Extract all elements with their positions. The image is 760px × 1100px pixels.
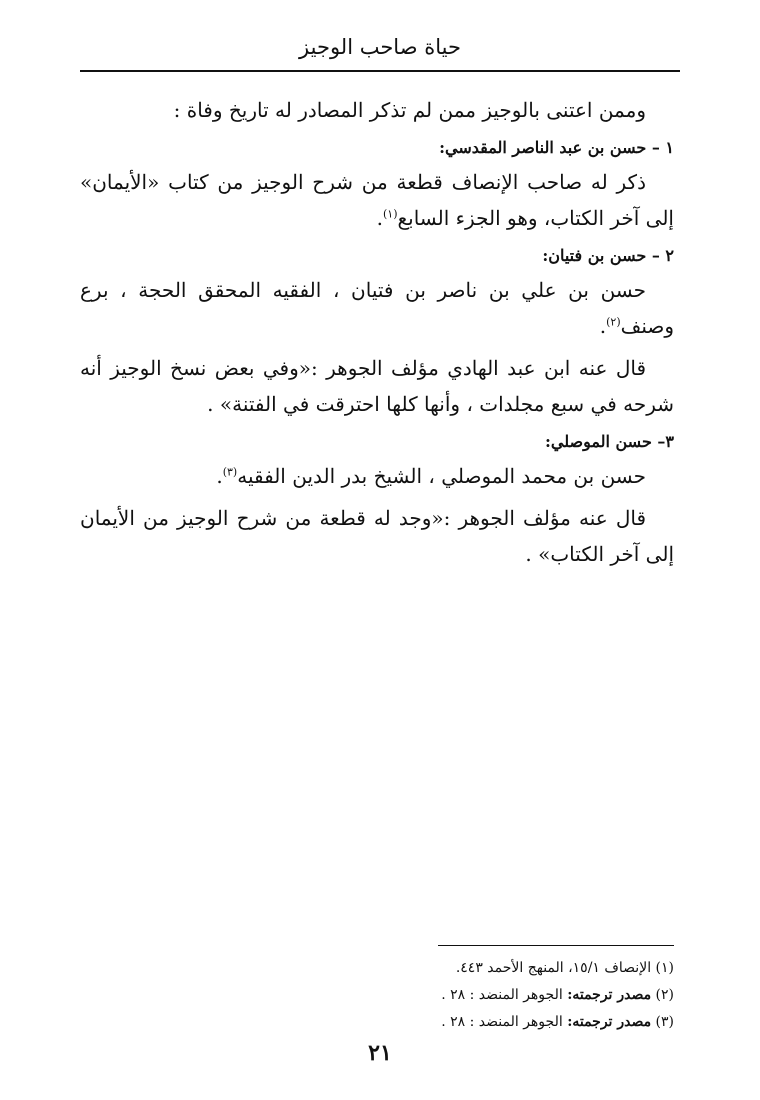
paragraph-5: قال عنه مؤلف الجوهر :«وجد له قطعة من شرح الوجيز من الأيمان إلى آخر الكتاب» . [80, 506, 674, 566]
footnote-3 [80, 1009, 674, 1036]
footnote-ref-1[interactable]: (١) [382, 207, 398, 221]
header-rule [80, 70, 680, 72]
paragraph-4 [80, 458, 674, 494]
footnote-label: مصدر ترجمته: [567, 1014, 652, 1030]
footnote-text: الجوهر المنضد : ٢٨ . [441, 1014, 563, 1030]
paragraph-2-end: . [599, 314, 607, 338]
footnote-text: الجوهر المنضد : ٢٨ . [441, 987, 563, 1003]
footnote-rule [438, 945, 674, 946]
paragraph-1-end: . [376, 206, 383, 230]
footnote-2 [80, 982, 674, 1009]
footnote-number: (٣) [655, 1014, 674, 1030]
footnote-ref-3[interactable]: (٣) [222, 465, 238, 479]
page-number: ٢١ [368, 1040, 392, 1066]
paragraph-2 [80, 272, 674, 344]
paragraph-3: قال عنه ابن عبد الهادي مؤلف الجوهر :«وفي بعض نسخ الوجيز أنه شرحه في سبع مجلدات ، وأنها كلها احترقت في الفتنة» . [80, 356, 674, 416]
intro-paragraph: وممن اعتنى بالوجيز ممن لم تذكر المصادر له تاريخ وفاة : [173, 98, 646, 122]
footnote-1 [80, 955, 674, 982]
footnote-label: مصدر ترجمته: [567, 987, 652, 1003]
paragraph-2-text: حسن بن علي بن ناصر بن فتيان ، الفقيه المحقق الحجة ، برع وصنف [80, 278, 674, 338]
paragraph-4-end: . [216, 464, 223, 488]
footnote-ref-2[interactable]: (٢) [606, 315, 621, 329]
footnote-number: (١) [655, 960, 674, 976]
footnote-text: الإنصاف ١٥/١، المنهج الأحمد ٤٤٣. [455, 960, 652, 976]
paragraph-4-text: حسن بن محمد الموصلي ، الشيخ بدر الدين الفقيه [237, 464, 646, 488]
footnotes [80, 955, 674, 1036]
footnote-number: (٢) [655, 987, 674, 1003]
section-heading-3: ٣– حسن الموصلي: [544, 432, 674, 451]
main-text [80, 92, 674, 572]
paragraph-1-text: ذكر له صاحب الإنصاف قطعة من شرح الوجيز من كتاب «الأيمان» إلى آخر الكتاب، وهو الجزء السابع [80, 170, 674, 230]
running-head-title: حياة صاحب الوجيز [299, 35, 461, 59]
paragraph-1 [80, 164, 674, 236]
section-heading-1: ١ – حسن بن عبد الناصر المقدسي: [439, 138, 674, 157]
section-heading-2: ٢ – حسن بن فتيان: [542, 246, 674, 265]
